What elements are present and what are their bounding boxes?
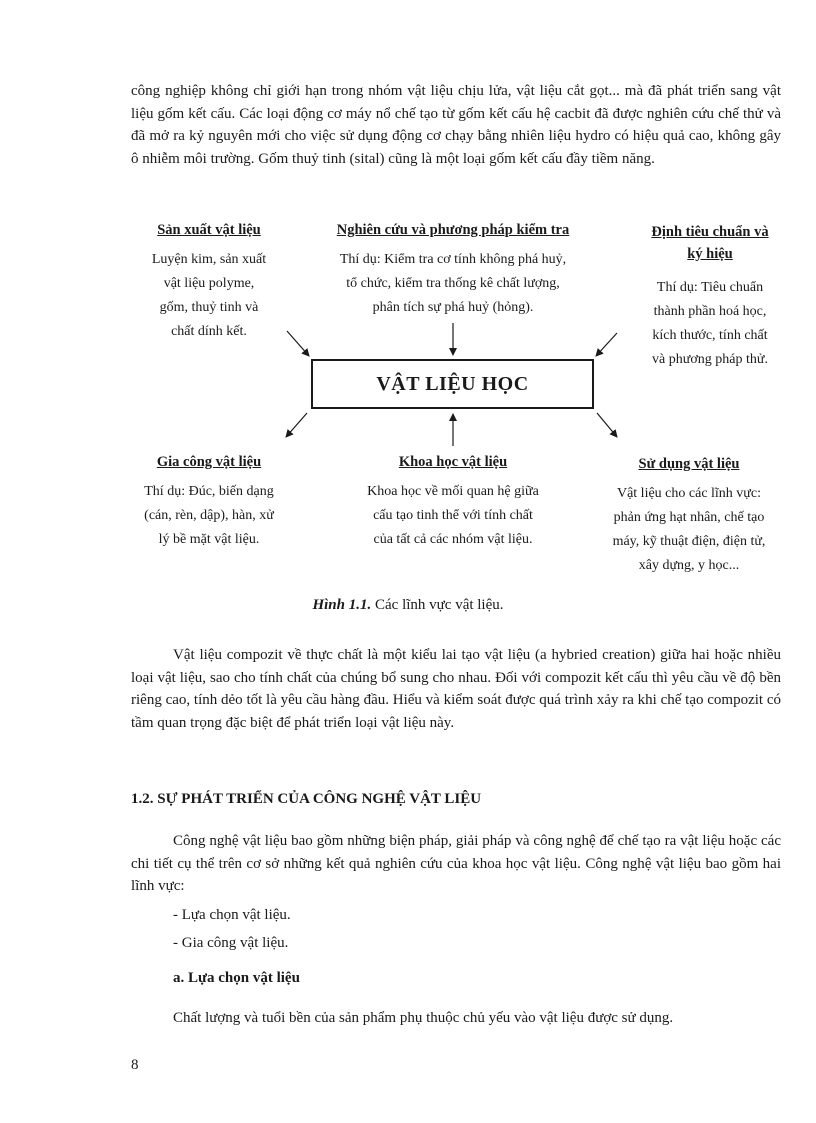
box-line: tổ chức, kiểm tra thống kê chất lượng, bbox=[346, 276, 560, 291]
box-line: Vật liệu cho các lĩnh vực: bbox=[616, 486, 762, 501]
last-paragraph: Chất lượng và tuổi bền của sản phẩm phụ thuộc chủ yếu vào vật liệu được sử dụng. bbox=[173, 1010, 674, 1026]
box-line: Khoa học về mối quan hệ giữa bbox=[367, 484, 539, 499]
composite-paragraph: Vật liệu compozit về thực chất là một kiểu lai tạo vật liệu (a hybried creation) giữa hai hoặc nhiều loại vật liệu, sao cho tính chất của chúng bổ sung cho nhau. Đối với compozit kết cấu thì yêu cầu về độ bền riêng cao, tính dẻo tốt là yêu cầu hàng đầu. Hiểu và kiểm soát được quá trình xảy ra khi chế tạo compozit có tầm quan trọng đặc biệt để phát triển loại vật liệu này. bbox=[131, 647, 781, 731]
section-paragraph: Công nghệ vật liệu bao gồm những biện pháp, giải pháp và công nghệ để chế tạo ra vật liệu hoặc các chi tiết cụ thể trên cơ sở những kết quả nghiên cứu của khoa học vật liệu. Công nghệ vật liệu bao gồm hai lĩnh vực: bbox=[131, 833, 781, 894]
box-line: (cán, rèn, dập), hàn, xử bbox=[144, 508, 274, 523]
box-line: phản ứng hạt nhân, chế tạo bbox=[613, 510, 765, 525]
box-title-science: Khoa học vật liệu bbox=[398, 454, 508, 470]
figure-caption-text: Các lĩnh vực vật liệu. bbox=[371, 597, 504, 613]
box-title-line: ký hiệu bbox=[687, 246, 733, 262]
page-number: 8 bbox=[131, 1057, 139, 1073]
box-line: kích thước, tính chất bbox=[652, 328, 768, 343]
box-title-line: Định tiêu chuẩn và bbox=[651, 224, 769, 240]
subheading: a. Lựa chọn vật liệu bbox=[173, 970, 300, 986]
list-item: - Lựa chọn vật liệu. bbox=[173, 907, 291, 923]
box-line: máy, kỹ thuật điện, điện tử, bbox=[612, 534, 766, 549]
arrow-top-left bbox=[287, 331, 309, 356]
box-line: gốm, thuỷ tinh và bbox=[159, 300, 259, 315]
box-line: của tất cả các nhóm vật liệu. bbox=[373, 532, 533, 547]
box-line: Thí dụ: Kiểm tra cơ tính không phá huỷ, bbox=[339, 252, 567, 267]
box-line: vật liệu polyme, bbox=[163, 276, 255, 291]
box-title-production: Sản xuất vật liệu bbox=[157, 222, 261, 238]
box-line: cấu tạo tinh thể với tính chất bbox=[373, 508, 533, 523]
arrow-bottom-left bbox=[286, 413, 307, 437]
box-line: chất dính kết. bbox=[171, 324, 247, 339]
box-line: lý bề mặt vật liệu. bbox=[158, 532, 260, 547]
box-line: phân tích sự phá huỷ (hỏng). bbox=[372, 300, 534, 315]
box-line: Luyện kim, sản xuất bbox=[151, 252, 267, 267]
box-line: và phương pháp thử. bbox=[652, 352, 768, 367]
center-box-materials-science: VẬT LIỆU HỌC bbox=[311, 359, 594, 409]
box-line: Thí dụ: Tiêu chuẩn bbox=[656, 280, 764, 295]
list-item: - Gia công vật liệu. bbox=[173, 935, 289, 951]
box-title-usage: Sử dụng vật liệu bbox=[638, 456, 740, 472]
figure-caption-label: Hình 1.1. bbox=[312, 597, 372, 613]
intro-paragraph: công nghiệp không chỉ giới hạn trong nhóm vật liệu chịu lửa, vật liệu cắt gọt... mà đã phát triển sang vật liệu gốm kết cấu. Các loại động cơ máy nổ chế tạo từ gốm kết cấu hệ cacbit đã được nghiên cứu chế thử và đã mở ra kỷ nguyên mới cho việc sử dụng động cơ chạy bằng nhiên liệu hydro có hiệu quả cao, không gây ô nhiễm môi trường. Gốm thuỷ tinh (sital) cũng là một loại gốm kết cấu đầy tiềm năng. bbox=[131, 83, 781, 167]
box-line: Thí dụ: Đúc, biến dạng bbox=[144, 484, 274, 499]
arrow-top-right bbox=[596, 333, 617, 356]
box-title-research: Nghiên cứu và phương pháp kiểm tra bbox=[336, 222, 570, 238]
section-heading: 1.2. SỰ PHÁT TRIỂN CỦA CÔNG NGHỆ VẬT LIỆU bbox=[131, 791, 482, 807]
box-line: thành phần hoá học, bbox=[653, 304, 767, 319]
box-title-processing: Gia công vật liệu bbox=[156, 454, 262, 470]
figure-caption bbox=[0, 597, 816, 614]
box-line: xây dựng, y học... bbox=[638, 558, 740, 573]
arrow-bottom-right bbox=[597, 413, 617, 437]
